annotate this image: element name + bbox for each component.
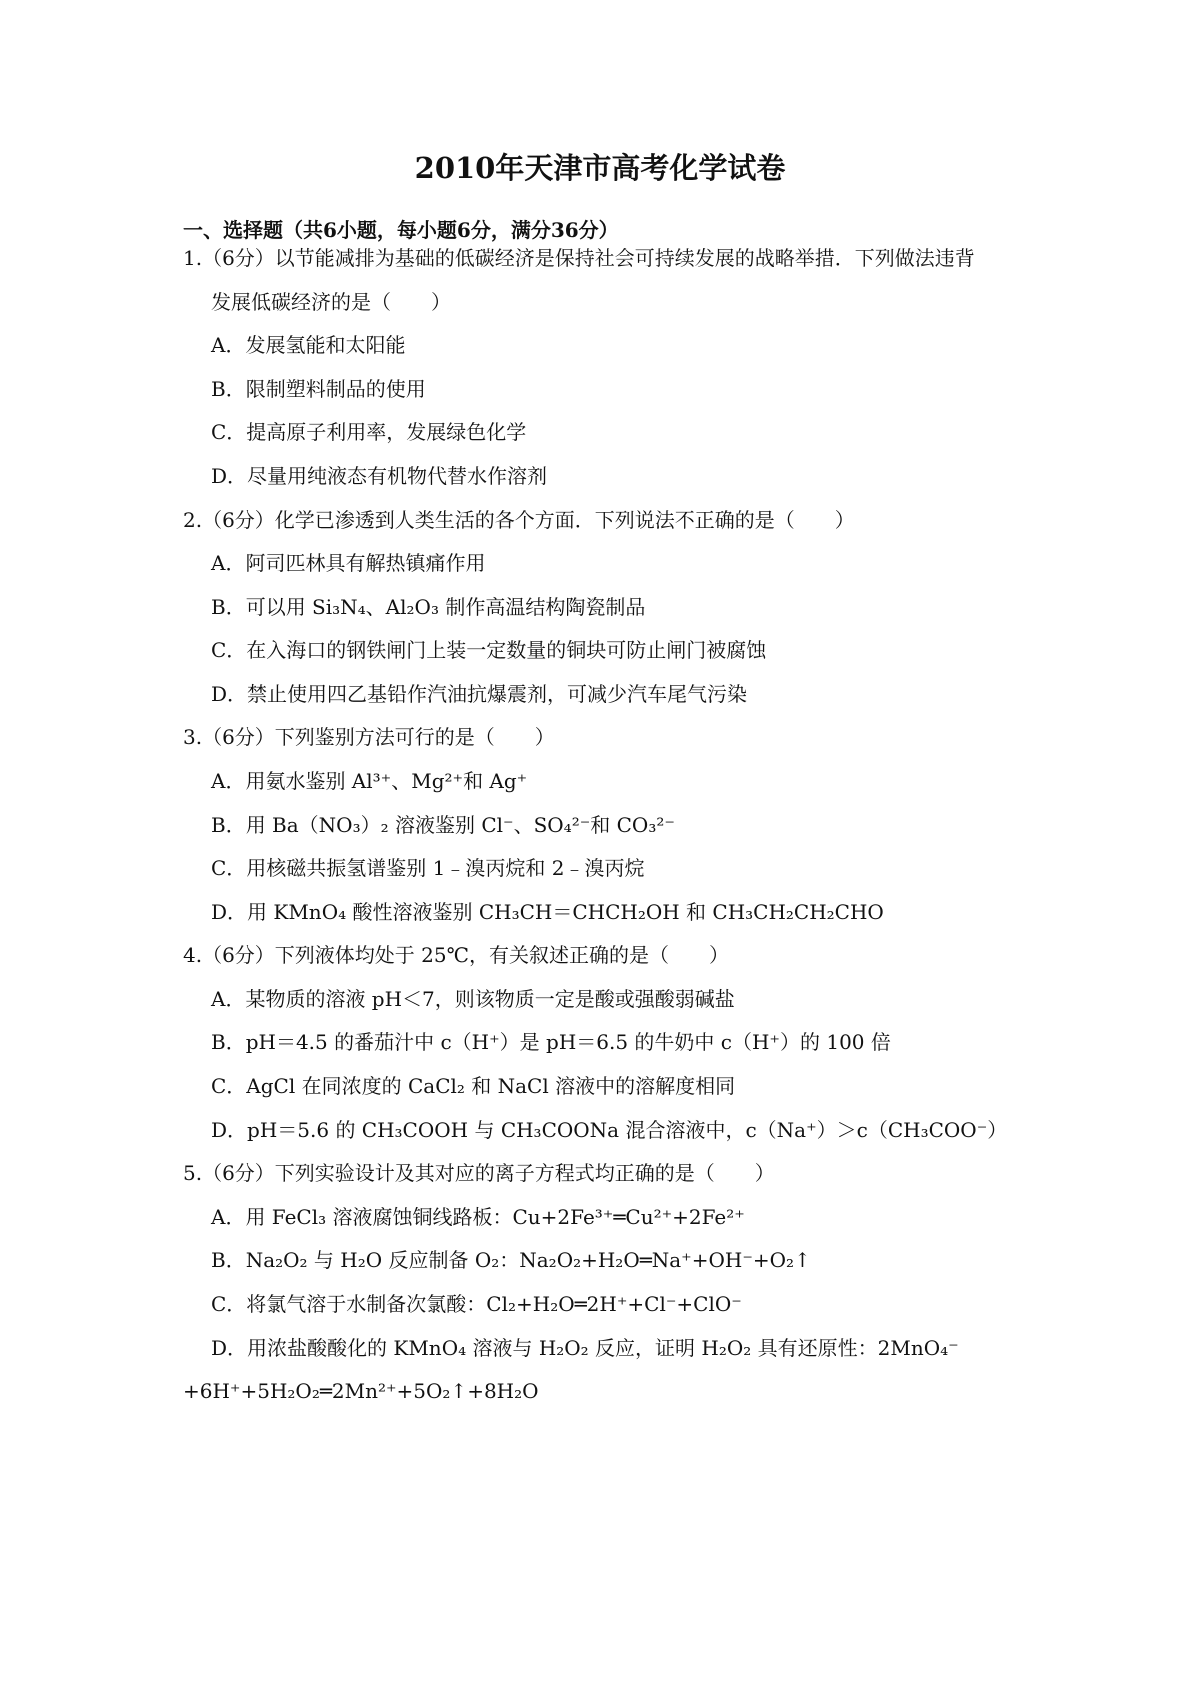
question-3-option-d: D．用 KMnO₄ 酸性溶液鉴别 CH₃CH＝CHCH₂OH 和 CH₃CH₂CH₂CHO — [211, 900, 884, 924]
question-2-option-d: D．禁止使用四乙基铅作汽油抗爆震剂，可减少汽车尾气污染 — [211, 682, 748, 706]
question-5-option-d-continued: +6H⁺+5H₂O₂═2Mn²⁺+5O₂↑+8H₂O — [183, 1379, 539, 1403]
question-1-option-a: A．发展氢能和太阳能 — [211, 333, 406, 357]
question-5-stem: 5.（6分）下列实验设计及其对应的离子方程式均正确的是（ ） — [183, 1161, 775, 1185]
question-3-option-a: A．用氨水鉴别 Al³⁺、Mg²⁺和 Ag⁺ — [211, 769, 528, 793]
question-1-stem-line-2: 发展低碳经济的是（ ） — [211, 290, 451, 314]
question-5-option-a: A．用 FeCl₃ 溶液腐蚀铜线路板：Cu+2Fe³⁺═Cu²⁺+2Fe²⁺ — [211, 1205, 745, 1229]
question-5-option-c: C．将氯气溶于水制备次氯酸：Cl₂+H₂O═2H⁺+Cl⁻+ClO⁻ — [211, 1292, 742, 1316]
question-4-option-b: B．pH＝4.5 的番茄汁中 c（H⁺）是 pH＝6.5 的牛奶中 c（H⁺）的 100 倍 — [211, 1030, 891, 1054]
question-2-stem: 2.（6分）化学已渗透到人类生活的各个方面．下列说法不正确的是（ ） — [183, 508, 855, 532]
question-3-option-b: B．用 Ba（NO₃）₂ 溶液鉴别 Cl⁻、SO₄²⁻和 CO₃²⁻ — [211, 813, 675, 837]
question-1-option-d: D．尽量用纯液态有机物代替水作溶剂 — [211, 464, 548, 488]
question-1-option-b: B．限制塑料制品的使用 — [211, 377, 426, 401]
question-2-option-c: C．在入海口的钢铁闸门上装一定数量的铜块可防止闸门被腐蚀 — [211, 638, 767, 662]
question-1-stem-line-1: 1.（6分）以节能减排为基础的低碳经济是保持社会可持续发展的战略举措．下列做法违背 — [183, 246, 975, 270]
page-title: 2010年天津市高考化学试卷 — [414, 151, 786, 185]
question-2-option-b: B．可以用 Si₃N₄、Al₂O₃ 制作高温结构陶瓷制品 — [211, 595, 646, 619]
question-2-option-a: A．阿司匹林具有解热镇痛作用 — [211, 551, 486, 575]
question-4-option-a: A．某物质的溶液 pH＜7，则该物质一定是酸或强酸弱碱盐 — [211, 987, 735, 1011]
question-1-option-c: C．提高原子利用率，发展绿色化学 — [211, 420, 527, 444]
section-heading: 一、选择题（共6小题，每小题6分，满分36分） — [183, 218, 619, 242]
question-4-option-c: C．AgCl 在同浓度的 CaCl₂ 和 NaCl 溶液中的溶解度相同 — [211, 1074, 736, 1098]
question-5-option-d: D．用浓盐酸酸化的 KMnO₄ 溶液与 H₂O₂ 反应，证明 H₂O₂ 具有还原性：2MnO₄⁻ — [211, 1336, 959, 1360]
question-5-option-b: B．Na₂O₂ 与 H₂O 反应制备 O₂：Na₂O₂+H₂O═Na⁺+OH⁻+O₂↑ — [211, 1248, 811, 1272]
question-4-option-d: D．pH＝5.6 的 CH₃COOH 与 CH₃COONa 混合溶液中，c（Na⁺）＞c（CH₃COO⁻） — [211, 1118, 1008, 1142]
question-3-stem: 3.（6分）下列鉴别方法可行的是（ ） — [183, 725, 555, 749]
question-4-stem: 4.（6分）下列液体均处于 25℃，有关叙述正确的是（ ） — [183, 943, 729, 967]
question-3-option-c: C．用核磁共振氢谱鉴别 1﹣溴丙烷和 2﹣溴丙烷 — [211, 856, 645, 880]
